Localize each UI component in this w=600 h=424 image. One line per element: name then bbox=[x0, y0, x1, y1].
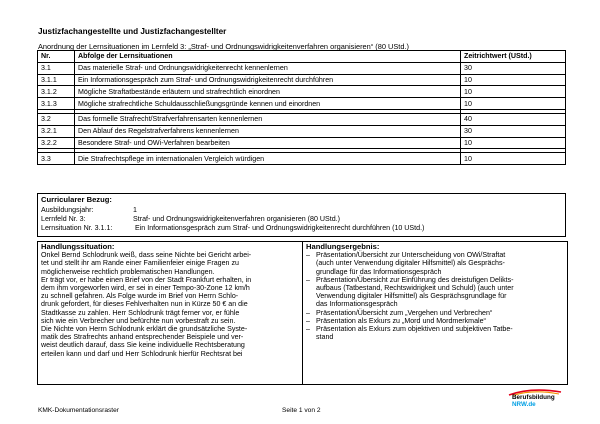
curricular-heading: Curricularer Bezug: bbox=[41, 195, 112, 204]
cell-nr: 3.1.1 bbox=[38, 74, 75, 86]
bullet-dash: – bbox=[306, 316, 310, 325]
result-text-line: das Informationsgespräch bbox=[316, 300, 398, 309]
result-list-item bbox=[306, 325, 564, 341]
result-list-item bbox=[306, 309, 564, 317]
action-results bbox=[306, 243, 564, 341]
curricular-value: Straf- und Ordnungswidrigkeitenverfahren organisieren (80 UStd.) bbox=[133, 215, 341, 223]
result-text-line: (auch unter Verwendung digitaler Hilfsmittel) als Gesprächs- bbox=[316, 259, 505, 268]
cell-time: 10 bbox=[461, 98, 566, 110]
table-row bbox=[38, 153, 566, 165]
situation-text-line: matik des Strafrechts anhand entsprechender Beispiele und ver- bbox=[41, 333, 244, 342]
result-text-line: stand bbox=[316, 333, 334, 342]
cell-nr: 3.2.2 bbox=[38, 137, 75, 149]
cell-title: Ein Informationsgespräch zum Straf- und Ordnungswidrigkeitenrecht durchführen bbox=[75, 74, 461, 86]
curricular-label: Lernfeld Nr. 3: bbox=[41, 215, 86, 223]
result-text-line: Präsentation/Übersicht zur Unterscheidung von OWi/Straftat bbox=[316, 251, 506, 260]
page-title: Justizfachangestellte und Justizfachangestellter bbox=[38, 27, 227, 36]
column-header-sequence: Abfolge der Lernsituationen bbox=[75, 51, 461, 63]
situation-text-line: Stadtkasse zu zahlen. Herr Schlodrunk trägt ferner vor, er fühle bbox=[41, 308, 240, 317]
curricular-value: Ein Informationsgespräch zum Straf- und Ordnungswidrigkeitenrecht durchführen (10 UStd.) bbox=[135, 224, 425, 232]
result-list-item bbox=[306, 317, 564, 325]
situation-results-box bbox=[37, 241, 568, 385]
curricular-label: Ausbildungsjahr: bbox=[41, 206, 94, 214]
curricular-reference-box bbox=[37, 193, 566, 237]
cell-time: 10 bbox=[461, 74, 566, 86]
berufsbildung-logo bbox=[503, 389, 567, 419]
column-divider bbox=[302, 242, 303, 384]
logo-text-line2: NRW.de bbox=[512, 401, 536, 408]
table-row bbox=[38, 86, 566, 98]
result-text-line: Präsentation/Übersicht zum „Vergehen und Verbrechen“ bbox=[316, 308, 493, 317]
curricular-label: Lernsituation Nr. 3.1.1: bbox=[41, 224, 113, 232]
situation-text-line: tet und stellt ihr am Rande einer Familienfeier einige Fragen zu bbox=[41, 259, 239, 268]
situation-text-line: drunk gefordert, für dieses Fehlverhalten nun in Kürze 50 € an die bbox=[41, 300, 248, 309]
cell-title: Das materielle Straf- und Ordnungswidrigkeitenrecht kennenlernen bbox=[75, 62, 461, 74]
footer-page-number: Seite 1 von 2 bbox=[282, 407, 321, 414]
cell-nr: 3.2 bbox=[38, 113, 75, 125]
table-row bbox=[38, 125, 566, 137]
cell-title: Mögliche Straftatbestände erläutern und strafrechtlich einordnen bbox=[75, 86, 461, 98]
bullet-dash: – bbox=[306, 275, 310, 284]
action-results-list bbox=[306, 251, 564, 341]
result-text-line: aufbaus (Tatbestand, Rechtswidrigkeit und Schuld) (auch unter bbox=[316, 284, 514, 293]
cell-nr: 3.1.3 bbox=[38, 98, 75, 110]
cell-time: 30 bbox=[461, 125, 566, 137]
cell-time: 10 bbox=[461, 153, 566, 165]
action-situation-heading: Handlungssituation: bbox=[41, 242, 115, 251]
cell-nr: 3.3 bbox=[38, 153, 75, 165]
action-results-heading: Handlungsergebnis: bbox=[306, 242, 380, 251]
cell-nr: 3.1 bbox=[38, 62, 75, 74]
situation-text-line: Er trägt vor, er habe einen Brief von der Stadt Frankfurt erhalten, in bbox=[41, 275, 252, 284]
table-row bbox=[38, 113, 566, 125]
result-text-line: Verwendung digitaler Hilfsmittel) als Gesprächsgrundlage für bbox=[316, 292, 507, 301]
cell-nr: 3.2.1 bbox=[38, 125, 75, 137]
footer-document-name: KMK-Dokumentationsraster bbox=[38, 407, 119, 414]
result-text-line: Präsentation als Exkurs zum objektiven und subjektiven Tatbe- bbox=[316, 325, 513, 334]
table-row bbox=[38, 137, 566, 149]
cell-title: Mögliche strafrechtliche Schuldausschließungsgründe kennen und einordnen bbox=[75, 98, 461, 110]
situation-text-line: Onkel Bernd Schlodrunk weiß, dass seine Nichte bei Gericht arbei- bbox=[41, 251, 252, 260]
table-header-row bbox=[38, 51, 566, 63]
cell-title: Das formelle Strafrecht/Strafverfahrensarten kennenlernen bbox=[75, 113, 461, 125]
situation-text-line: sich wie ein Verbrecher und befürchte nun vorbestraft zu sein. bbox=[41, 316, 236, 325]
cell-time: 30 bbox=[461, 62, 566, 74]
cell-nr: 3.1.2 bbox=[38, 86, 75, 98]
bullet-dash: – bbox=[306, 325, 310, 334]
column-header-nr: Nr. bbox=[38, 51, 75, 63]
situation-text-line: Die Nichte von Herrn Schlodrunk erklärt die grundsätzliche Syste- bbox=[41, 325, 248, 334]
result-text-line: Präsentation als Exkurs zu „Mord und Mordmerkmale“ bbox=[316, 316, 486, 325]
situation-text-line: dem ihm vorgeworfen wird, er sei in einer Tempo-30-Zone 12 km/h bbox=[41, 284, 250, 293]
result-list-item bbox=[306, 251, 564, 276]
table-row bbox=[38, 98, 566, 110]
column-header-time: Zeitrichtwert (UStd.) bbox=[461, 51, 566, 63]
cell-time: 10 bbox=[461, 137, 566, 149]
result-text-line: grundlage für das Informationsgespräch bbox=[316, 267, 442, 276]
learning-situations-table bbox=[37, 50, 566, 165]
situation-text-line: möglicherweise rechtlich problematischen Handlungen. bbox=[41, 267, 215, 276]
table-row bbox=[38, 74, 566, 86]
cell-time: 40 bbox=[461, 113, 566, 125]
cell-time: 10 bbox=[461, 86, 566, 98]
curricular-value: 1 bbox=[133, 206, 137, 214]
bullet-dash: – bbox=[306, 251, 310, 260]
bullet-dash: – bbox=[306, 308, 310, 317]
action-situation bbox=[41, 243, 297, 358]
result-list-item bbox=[306, 276, 564, 309]
situation-text-line: weist deutlich darauf, dass Sie keine individuelle Rechtsberatung bbox=[41, 341, 245, 350]
cell-title: Den Ablauf des Regelstrafverfahrens kennenlernen bbox=[75, 125, 461, 137]
situation-text-line: erteilen kann und darf und Herr Schlodrunk hierfür Rechtsrat bei bbox=[41, 349, 243, 358]
cell-title: Die Strafrechtspflege im internationalen Vergleich würdigen bbox=[75, 153, 461, 165]
logo-text-line1: Berufsbildung bbox=[512, 394, 555, 401]
result-text-line: Präsentation/Übersicht zur Einführung des dreistufigen Delikts- bbox=[316, 275, 514, 284]
action-situation-text bbox=[41, 251, 297, 358]
cell-title: Besondere Straf- und OWi-Verfahren bearbeiten bbox=[75, 137, 461, 149]
table-row bbox=[38, 62, 566, 74]
page-subtitle: Anordnung der Lernsituationen im Lernfeld 3: „Straf- und Ordnungswidrigkeitenverfahren organisieren“ (80 UStd.) bbox=[38, 42, 409, 51]
situation-text-line: zu schnell gefahren. Als Folge wurde im Brief von Herrn Schlo- bbox=[41, 292, 239, 301]
